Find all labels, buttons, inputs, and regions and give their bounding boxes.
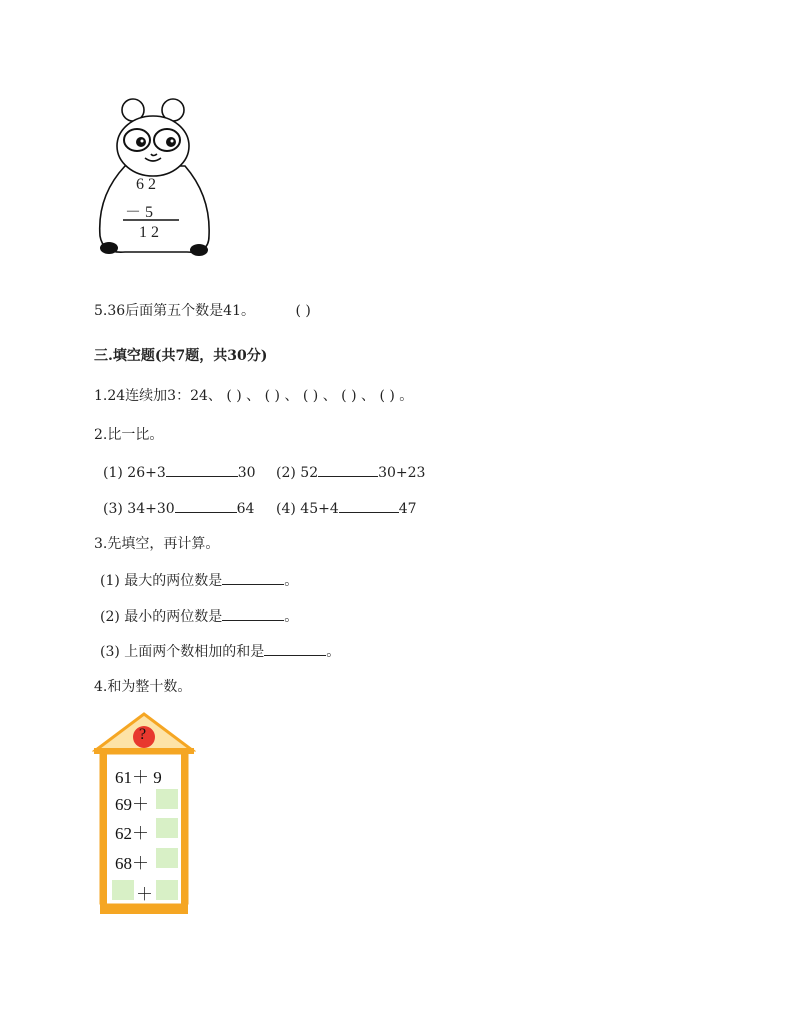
compare-item bbox=[276, 462, 425, 482]
compare-left: (2) 52 bbox=[276, 465, 319, 481]
question-4-title: 4.和为整十数。 bbox=[94, 679, 192, 695]
compare-left: (4) 45+4 bbox=[276, 501, 339, 517]
compare-item bbox=[103, 462, 256, 482]
fill-item-end: 。 bbox=[284, 573, 299, 589]
compare-item bbox=[103, 498, 254, 518]
answer-blank[interactable] bbox=[222, 606, 284, 621]
panda-illustration bbox=[95, 96, 215, 270]
compare-left: (1) 26+3 bbox=[103, 465, 166, 481]
question-5-text: 5.36后面第五个数是41。 bbox=[94, 303, 255, 319]
compare-right: 64 bbox=[236, 501, 255, 517]
answer-blank[interactable] bbox=[222, 570, 284, 585]
answer-blank[interactable] bbox=[175, 498, 237, 513]
house-row: ＋ bbox=[136, 885, 153, 904]
question-3-title: 3.先填空，再计算。 bbox=[94, 536, 220, 552]
house-row: 62＋ bbox=[115, 824, 149, 843]
fill-item-end: 。 bbox=[326, 644, 341, 660]
fill-item-text: (1) 最大的两位数是 bbox=[100, 573, 223, 589]
compare-right: 30+23 bbox=[378, 465, 426, 481]
fill-item bbox=[100, 570, 298, 590]
panda-result: 1 2 bbox=[139, 224, 159, 241]
house-row: 61＋ 9 bbox=[115, 768, 162, 787]
fill-item-end: 。 bbox=[284, 609, 299, 625]
question-mark-icon: ? bbox=[139, 726, 147, 743]
question-1: 1.24连续加3：24、 ( ) 、 ( ) 、 ( ) 、 ( ) 、 ( ) 。 bbox=[94, 388, 414, 404]
compare-right: 47 bbox=[398, 501, 417, 517]
question-5-answer-paren[interactable]: ( ) bbox=[295, 303, 311, 319]
answer-blank[interactable] bbox=[264, 641, 326, 656]
fill-item bbox=[100, 641, 340, 661]
panda-top-number: 6 2 bbox=[136, 176, 156, 193]
fill-item-text: (2) 最小的两位数是 bbox=[100, 609, 223, 625]
compare-item bbox=[276, 498, 417, 518]
compare-left: (3) 34+30 bbox=[103, 501, 175, 517]
question-2-title: 2.比一比。 bbox=[94, 427, 164, 443]
house-row: 68＋ bbox=[115, 854, 149, 873]
number-house bbox=[92, 712, 196, 921]
compare-right: 30 bbox=[237, 465, 256, 481]
answer-blank[interactable] bbox=[318, 462, 378, 477]
panda-subtract-line: － 5 bbox=[125, 204, 154, 221]
house-row: 69＋ bbox=[115, 795, 149, 814]
section-title: 三.填空题(共7题，共30分) bbox=[94, 348, 268, 364]
fill-item bbox=[100, 606, 298, 626]
answer-blank[interactable] bbox=[339, 498, 399, 513]
answer-blank[interactable] bbox=[166, 462, 238, 477]
question-5 bbox=[94, 302, 311, 320]
fill-item-text: (3) 上面两个数相加的和是 bbox=[100, 644, 265, 660]
